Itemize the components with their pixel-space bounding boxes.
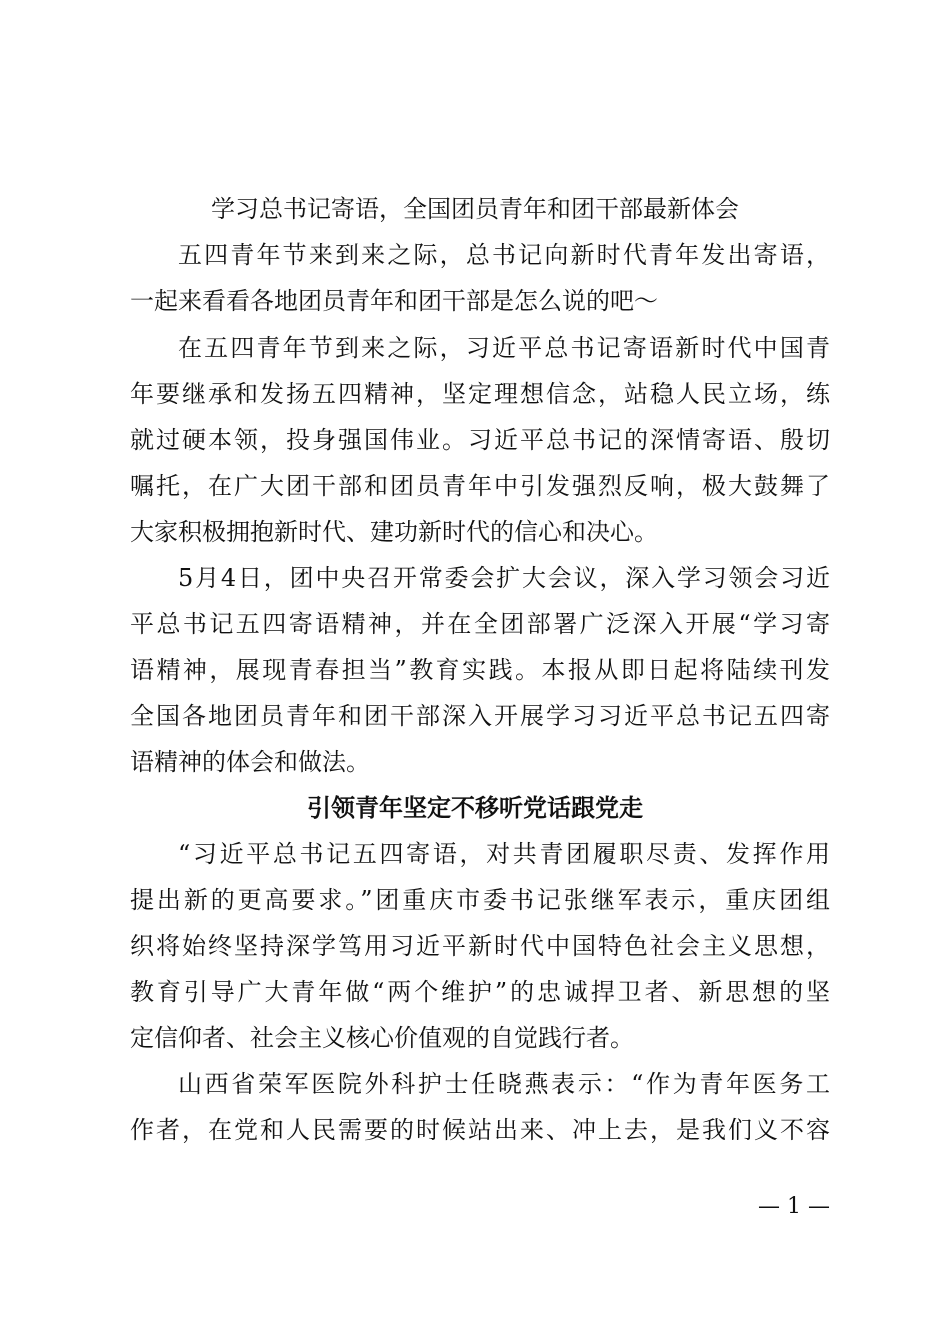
paragraph3-line-1: “习近平总书记五四寄语，对共青团履职尽责、发挥作用 [178,840,830,868]
paragraph1-line-5: 大家积极拥抱新时代、建功新时代的信心和决心。 [130,518,658,546]
section-heading: 引领青年坚定不移听党话跟党走 [307,793,643,822]
paragraph3-line-3: 织将始终坚持深学笃用习近平新时代中国特色社会主义思想， [130,932,830,960]
paragraph3-line-5: 定信仰者、社会主义核心价值观的自觉践行者。 [130,1024,634,1052]
paragraph2-line-2: 平总书记五四寄语精神，并在全团部署广泛深入开展“学习寄 [130,610,830,638]
intro-line-1: 五四青年节来到来之际，总书记向新时代青年发出寄语， [178,241,830,269]
page-number: — 1 — [758,1194,830,1219]
paragraph4-line-1: 山西省荣军医院外科护士任晓燕表示：“作为青年医务工 [178,1070,830,1098]
intro-line-2: 一起来看看各地团员青年和团干部是怎么说的吧～ [130,287,658,315]
paragraph3-line-4: 教育引导广大青年做“两个维护”的忠诚捍卫者、新思想的坚 [130,978,830,1006]
paragraph1-line-3: 就过硬本领，投身强国伟业。习近平总书记的深情寄语、殷切 [130,426,830,454]
paragraph1-line-4: 嘱托，在广大团干部和团员青年中引发强烈反响，极大鼓舞了 [130,472,830,500]
paragraph3-line-2: 提出新的更高要求。”团重庆市委书记张继军表示，重庆团组 [130,886,830,914]
paragraph1-line-1: 在五四青年节到来之际，习近平总书记寄语新时代中国青 [178,334,830,362]
paragraph1-line-2: 年要继承和发扬五四精神，坚定理想信念，站稳人民立场，练 [130,380,830,408]
paragraph4-line-2: 作者，在党和人民需要的时候站出来、冲上去，是我们义不容 [130,1116,830,1144]
paragraph2-line-4: 全国各地团员青年和团干部深入开展学习习近平总书记五四寄 [130,702,830,730]
paragraph2-line-3: 语精神，展现青春担当”教育实践。本报从即日起将陆续刊发 [130,656,830,684]
document-title: 学习总书记寄语，全国团员青年和团干部最新体会 [211,195,739,223]
paragraph2-line-5: 语精神的体会和做法。 [130,748,370,776]
paragraph2-line-1: 5月4日，团中央召开常委会扩大会议，深入学习领会习近 [178,564,830,592]
